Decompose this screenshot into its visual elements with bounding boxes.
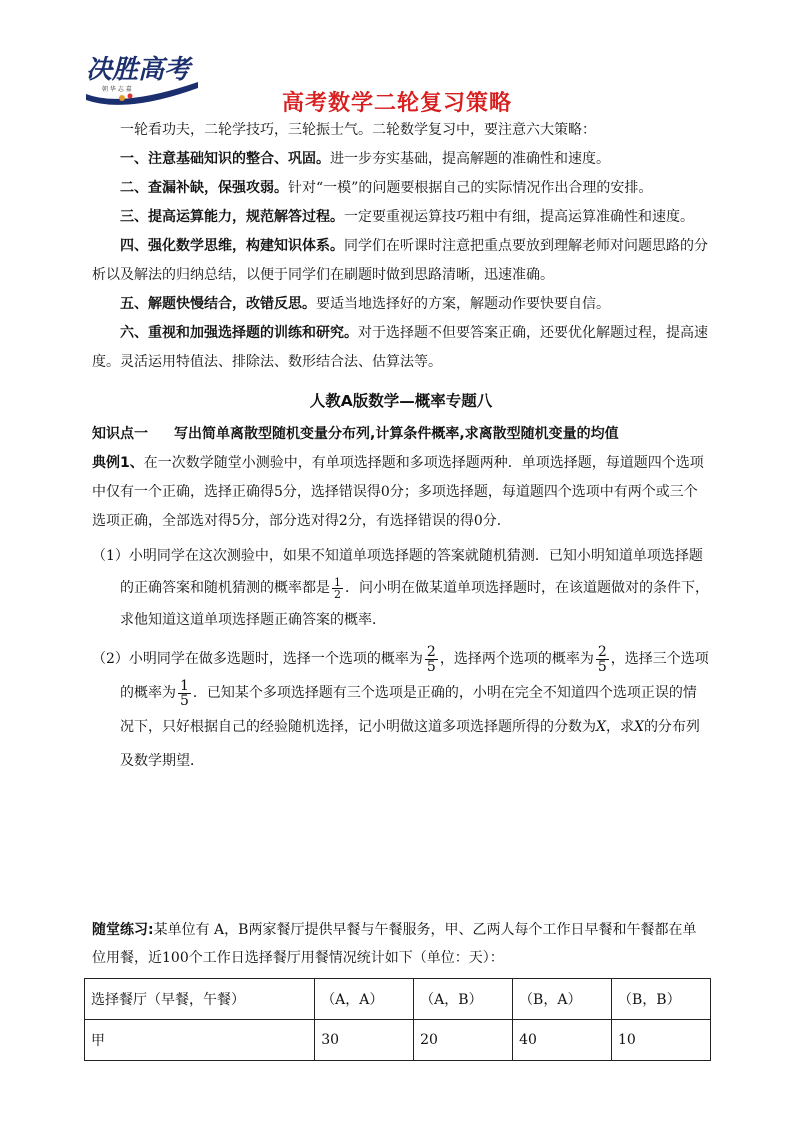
strategy-4 [92, 232, 710, 290]
fraction-denominator: 5 [426, 658, 436, 675]
variable-x: X [596, 719, 606, 735]
strategy-3-text: 一定要重视运算技巧粗中有细，提高运算准确性和速度。 [344, 209, 694, 225]
intro-text: 一轮看功夫，二轮学技巧，三轮振士气。二轮数学复习中，要注意六大策略： [120, 122, 596, 138]
fraction-one-half [332, 577, 343, 600]
strategy-6 [92, 319, 710, 377]
strategy-5-heading: 五、解题快慢结合，改错反思。 [120, 296, 316, 312]
example-label: 典例1、 [92, 455, 144, 471]
fraction-numerator: 1 [334, 575, 341, 589]
strategy-2-heading: 二、查漏补缺，保强攻弱。 [120, 180, 288, 196]
table-cell: 甲 [85, 1020, 315, 1061]
strategy-3 [92, 203, 710, 232]
table-row [85, 1020, 711, 1061]
knowledge-point-text: 写出简单离散型随机变量分布列,计算条件概率,求离散型随机变量的均值 [174, 426, 619, 442]
fraction-denominator: 5 [180, 692, 189, 709]
question-2-text-a: （2）小明同学在做多选题时，选择一个选项的概率为 [92, 651, 423, 667]
fraction-numerator: 1 [180, 677, 189, 694]
strategy-4-heading: 四、强化数学思维，构建知识体系。 [120, 238, 344, 254]
question-2-text-f: 的分布列及数学期望． [120, 719, 700, 769]
practice-text: 某单位有 A，B两家餐厅提供早餐与午餐服务，甲、乙两人每个工作日早餐和午餐都在单位用餐，近100个工作日选择餐厅用餐情况统计如下（单位：天）： [92, 922, 697, 966]
question-2-text-d: ．已知某个多项选择题有三个选项是正确的，小明在完全不知道四个选项正误的情况下，只好根据自己的经验随机选择，记小明做这道多项选择题所得的分数为 [120, 685, 697, 735]
strategy-3-heading: 三、提高运算能力，规范解答过程。 [120, 209, 344, 225]
strategy-1-heading: 一、注意基础知识的整合、巩固。 [120, 151, 330, 167]
table-header-cell: （B，B） [612, 979, 711, 1020]
question-2-text-e: ，求 [605, 719, 634, 735]
fraction-numerator: 2 [597, 643, 607, 660]
strategy-2-text: 针对“一模”的问题要根据自己的实际情况作出合理的安排。 [288, 180, 653, 196]
logo-small-text: 朝 华 志 嘉 [102, 86, 132, 93]
strategy-4-text: 同学们在听课时注意把重点要放到理解老师对问题思路的分析以及解法的归纳总结，以便于同学们在刷题时做到思路清晰，迅速准确。 [92, 238, 708, 283]
table-cell: 10 [612, 1020, 711, 1061]
fraction-one-fifth [178, 679, 191, 708]
table-cell: 20 [414, 1020, 513, 1061]
fraction-numerator: 2 [426, 643, 436, 660]
practice-label: 随堂练习: [92, 922, 154, 938]
strategy-6-heading: 六、重视和加强选择题的训练和研究。 [120, 325, 358, 341]
table-cell: 30 [315, 1020, 414, 1061]
example-text: 在一次数学随堂小测验中，有单项选择题和多项选择题两种．单项选择题，每道题四个选项中仅有一个正确，选择正确得5分，选择错误得0分；多项选择题，每道题四个选项中有两个或三个选项正确，全部选对得5分，部分选对得2分，有选择错误的得0分． [92, 455, 704, 529]
practice-section [92, 916, 710, 972]
fraction-denominator: 5 [597, 658, 607, 675]
variable-x: X [633, 719, 644, 735]
table-header-cell: （A，A） [315, 979, 414, 1020]
question-2-text-b: ，选择两个选项的概率为 [439, 651, 594, 667]
fraction-denominator: 2 [334, 587, 341, 601]
section-subtitle: 人教A版数学—概率专题八 [309, 392, 493, 410]
logo-text: 决胜高考 [86, 55, 191, 85]
page-title: 高考数学二轮复习策略 [281, 91, 512, 116]
question-1 [92, 540, 710, 636]
example-stem [92, 449, 710, 536]
knowledge-point [92, 420, 710, 449]
question-1-text-a: （1）小明同学在这次测验中，如果不知道单项选择题的答案就随机猜测．已知小明知道单项选择题的正确答案和随机猜测的概率都是 [92, 548, 703, 596]
strategy-6-text: 对于选择题不但要答案正确，还要优化解题过程，提高速度。灵活运用特值法、排除法、数形结合法、估算法等。 [92, 325, 708, 370]
question-1-text-b: ．问小明在做某道单项选择题时，在该道题做对的条件下，求他知道这道单项选择题正确答案的概率． [120, 580, 709, 628]
data-table [84, 978, 711, 1061]
table-header-cell: （B，A） [513, 979, 612, 1020]
fraction-two-fifths-2 [596, 645, 609, 674]
strategy-2 [92, 174, 710, 203]
strategy-section [92, 116, 710, 778]
table-header-row [85, 979, 711, 1020]
strategy-5 [92, 290, 710, 319]
table-header-cell: 选择餐厅（早餐，午餐） [85, 979, 315, 1020]
strategy-1-text: 进一步夯实基础，提高解题的准确性和速度。 [330, 151, 610, 167]
question-2 [92, 642, 710, 778]
strategy-5-text: 要适当地选择好的方案，解题动作要快要自信。 [316, 296, 610, 312]
table-cell: 40 [513, 1020, 612, 1061]
fraction-two-fifths-1 [425, 645, 438, 674]
table-header-cell: （A，B） [414, 979, 513, 1020]
question-2-text-c: ，选择三个选项的概率为 [120, 651, 709, 701]
strategy-1 [92, 145, 710, 174]
knowledge-point-label: 知识点一 [92, 426, 148, 442]
